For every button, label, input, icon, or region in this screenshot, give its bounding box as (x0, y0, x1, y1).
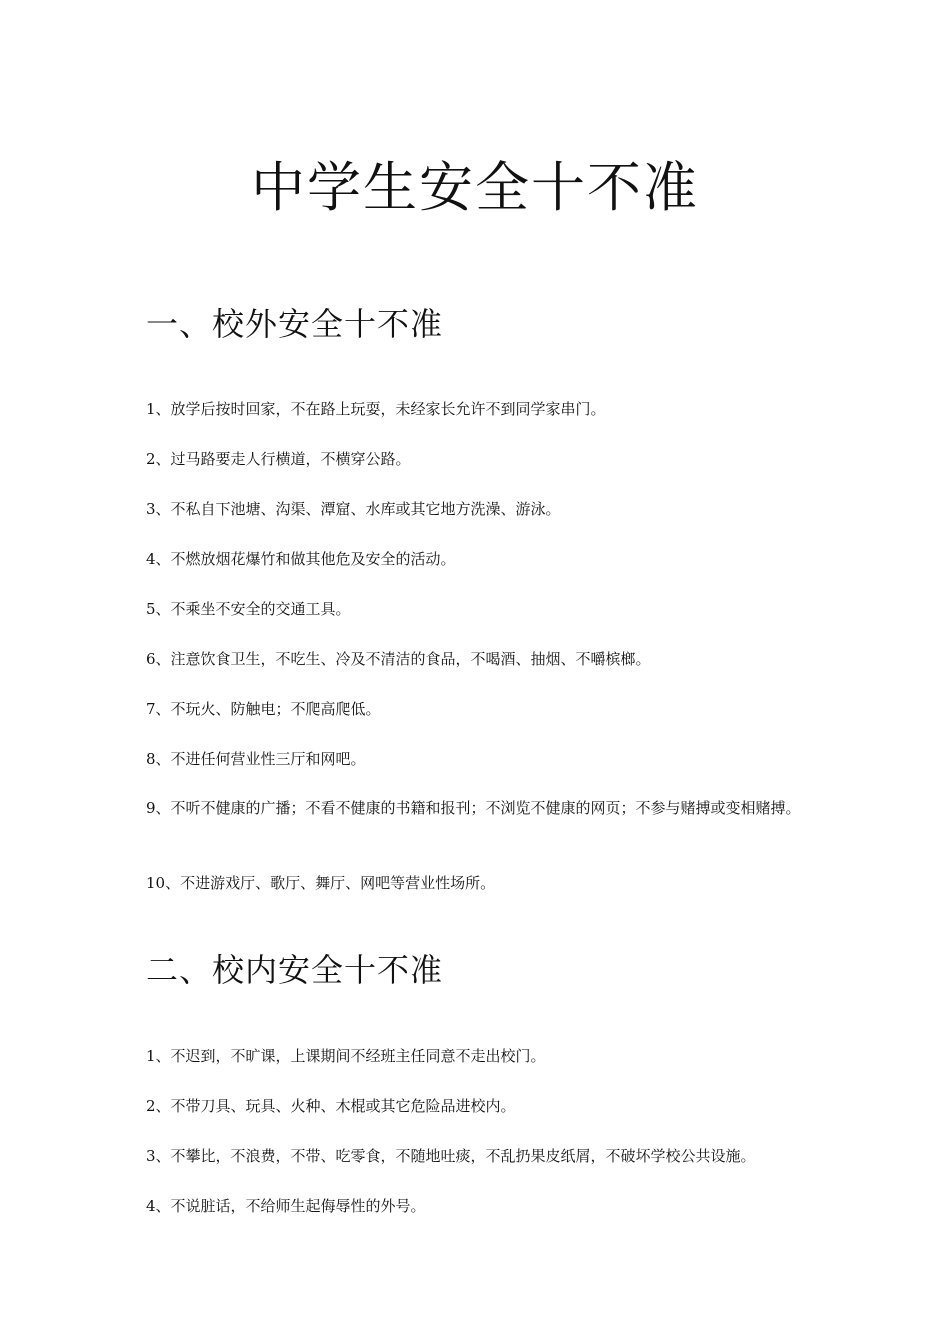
list-item: 7、不玩火、防触电；不爬高爬低。 (146, 700, 381, 718)
list-item: 8、不进任何营业性三厅和网吧。 (146, 750, 366, 768)
list-item: 3、不攀比，不浪费，不带、吃零食，不随地吐痰，不乱扔果皮纸屑，不破坏学校公共设施。 (146, 1147, 756, 1165)
list-item: 6、注意饮食卫生，不吃生、冷及不清洁的食品，不喝酒、抽烟、不嚼槟榔。 (146, 650, 651, 668)
list-item: 4、不说脏话，不给师生起侮辱性的外号。 (146, 1197, 426, 1215)
list-item: 9、不听不健康的广播；不看不健康的书籍和报刊；不浏览不健康的网页；不参与赌搏或变相赌搏。 (146, 799, 801, 817)
list-item: 10、不进游戏厅、歌厅、舞厅、网吧等营业性场所。 (146, 874, 496, 892)
list-item: 2、不带刀具、玩具、火种、木棍或其它危险品进校内。 (146, 1097, 516, 1115)
section-heading-on-campus: 二、校内安全十不准 (146, 951, 444, 989)
document-title: 中学生安全十不准 (251, 156, 699, 219)
list-item: 4、不燃放烟花爆竹和做其他危及安全的活动。 (146, 550, 456, 568)
list-item: 3、不私自下池塘、沟渠、潭窟、水库或其它地方洗澡、游泳。 (146, 500, 561, 518)
list-item: 2、过马路要走人行横道，不横穿公路。 (146, 450, 411, 468)
list-item: 1、放学后按时回家，不在路上玩耍，未经家长允许不到同学家串门。 (146, 400, 606, 418)
section-heading-off-campus: 一、校外安全十不准 (146, 305, 444, 343)
list-item: 5、不乘坐不安全的交通工具。 (146, 600, 351, 618)
list-item: 1、不迟到，不旷课，上课期间不经班主任同意不走出校门。 (146, 1047, 546, 1065)
